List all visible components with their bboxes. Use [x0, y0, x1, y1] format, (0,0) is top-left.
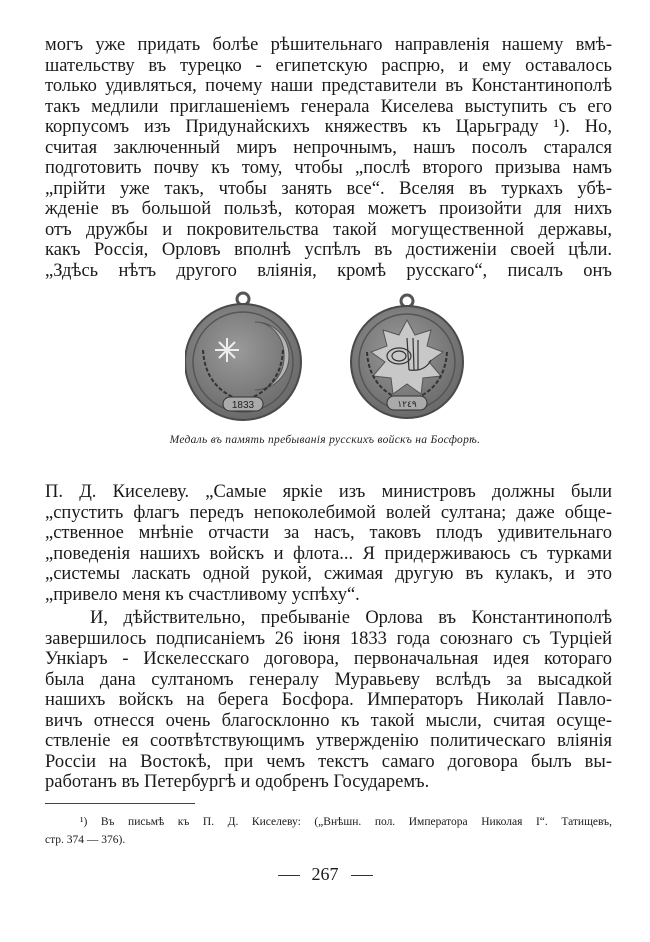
text-line: Ункіаръ - Искелесскаго договора, первоначальная идея котораго [45, 649, 612, 669]
text-line: только удивляться, почему наши представители въ Константинополѣ [45, 76, 612, 96]
text-line: отъ дружбы и покровительства такой могущественной державы, [45, 219, 612, 240]
text-line: „поведенія нашихъ войскъ и флота... Я придерживаюсь съ турками [45, 543, 612, 564]
page-number-text: 267 [311, 864, 339, 884]
text-line: такъ медлили приглашеніемъ генерала Киселева выступить съ его [45, 96, 612, 117]
figure-caption: Медаль въ память пребыванія русскихъ войскъ на Босфорѣ. [169, 434, 481, 446]
text-line: „привело меня къ счастливому успѣху“. [45, 584, 360, 605]
left-medal-date: 1833 [231, 400, 255, 411]
text-line: была дана султаномъ генералу Муравьеву вслѣдъ за высадкой [45, 669, 612, 690]
text-line: „спустить флагъ передъ непоколебимой волей султана; даже обще- [45, 502, 612, 523]
text-line: И, дѣйствительно, пребываніе Орлова въ Константинополѣ [90, 608, 612, 628]
medal-illustration [185, 290, 480, 428]
text-line: шательству въ турецко - египетскую распрю, и ему оставалось [45, 55, 612, 76]
footnote-line: ¹) Въ письмѣ къ П. Д. Киселеву: („Внѣшн. пол. Императора Николая I“. Татищевъ, [80, 816, 612, 828]
text-line: нашихъ войскъ на берега Босфора. Императоръ Николай Павло- [45, 690, 612, 710]
text-line: завершилось подписаніемъ 26 іюня 1833 года союзнаго съ Турціей [45, 628, 612, 649]
text-line: „прійти уже такъ, чтобы занять все“. Вселяя въ туркахъ убѣ- [45, 178, 612, 199]
footnote [45, 813, 612, 849]
paragraph-1 [45, 35, 612, 281]
text-line: какъ Россія, Орловъ вполнѣ успѣлъ въ достиженіи своей цѣли. [45, 240, 612, 260]
text-line: „ственное мнѣніе отчасти за насъ, таковъ плодъ удивительнаго [45, 523, 612, 543]
right-medal [351, 295, 463, 418]
paragraph-3 [45, 608, 612, 793]
text-line: „системы ласкать одной рукой, сжимая другую въ кулакъ, и это [45, 564, 612, 584]
right-medal-date: ١٢٤٩ [397, 400, 417, 410]
left-medal [185, 293, 301, 420]
dash-left [278, 875, 300, 876]
text-line: считая заключенный миръ непрочнымъ, нашъ посолъ старался [45, 137, 612, 158]
dash-right [351, 875, 373, 876]
page-number [0, 864, 650, 885]
text-line: подготовить почву къ тому, чтобы „послѣ второго призыва намъ [45, 158, 612, 178]
text-line: могъ уже придать болѣе рѣшительнаго направленія нашему вмѣ- [45, 35, 612, 55]
text-line: корпусомъ изъ Придунайскихъ княжествъ къ Царьграду ¹). Но, [45, 117, 612, 137]
text-line: П. Д. Киселеву. „Самые яркіе изъ министровъ должны были [45, 482, 612, 502]
footnote-divider [45, 803, 195, 804]
paragraph-2 [45, 482, 612, 605]
text-line: вичъ отнесся очень благосклонно къ такой мысли, считая осуще- [45, 710, 612, 731]
footnote-line: стр. 374 — 376). [45, 834, 126, 846]
text-line: „Здѣсь нѣтъ другого вліянія, кромѣ русскаго“, писалъ онъ [45, 260, 612, 281]
text-line: жденіе въ большой пользѣ, которая можетъ произойти для нихъ [45, 199, 612, 219]
text-line: работанъ въ Петербургѣ и одобренъ Государемъ. [45, 772, 430, 792]
text-line: ствленіе ея соотвѣтствующимъ утвержденію политическаго вліянія [45, 731, 612, 751]
text-line: Россіи на Востокѣ, при чемъ текстъ самаго договора былъ вы- [45, 751, 612, 772]
